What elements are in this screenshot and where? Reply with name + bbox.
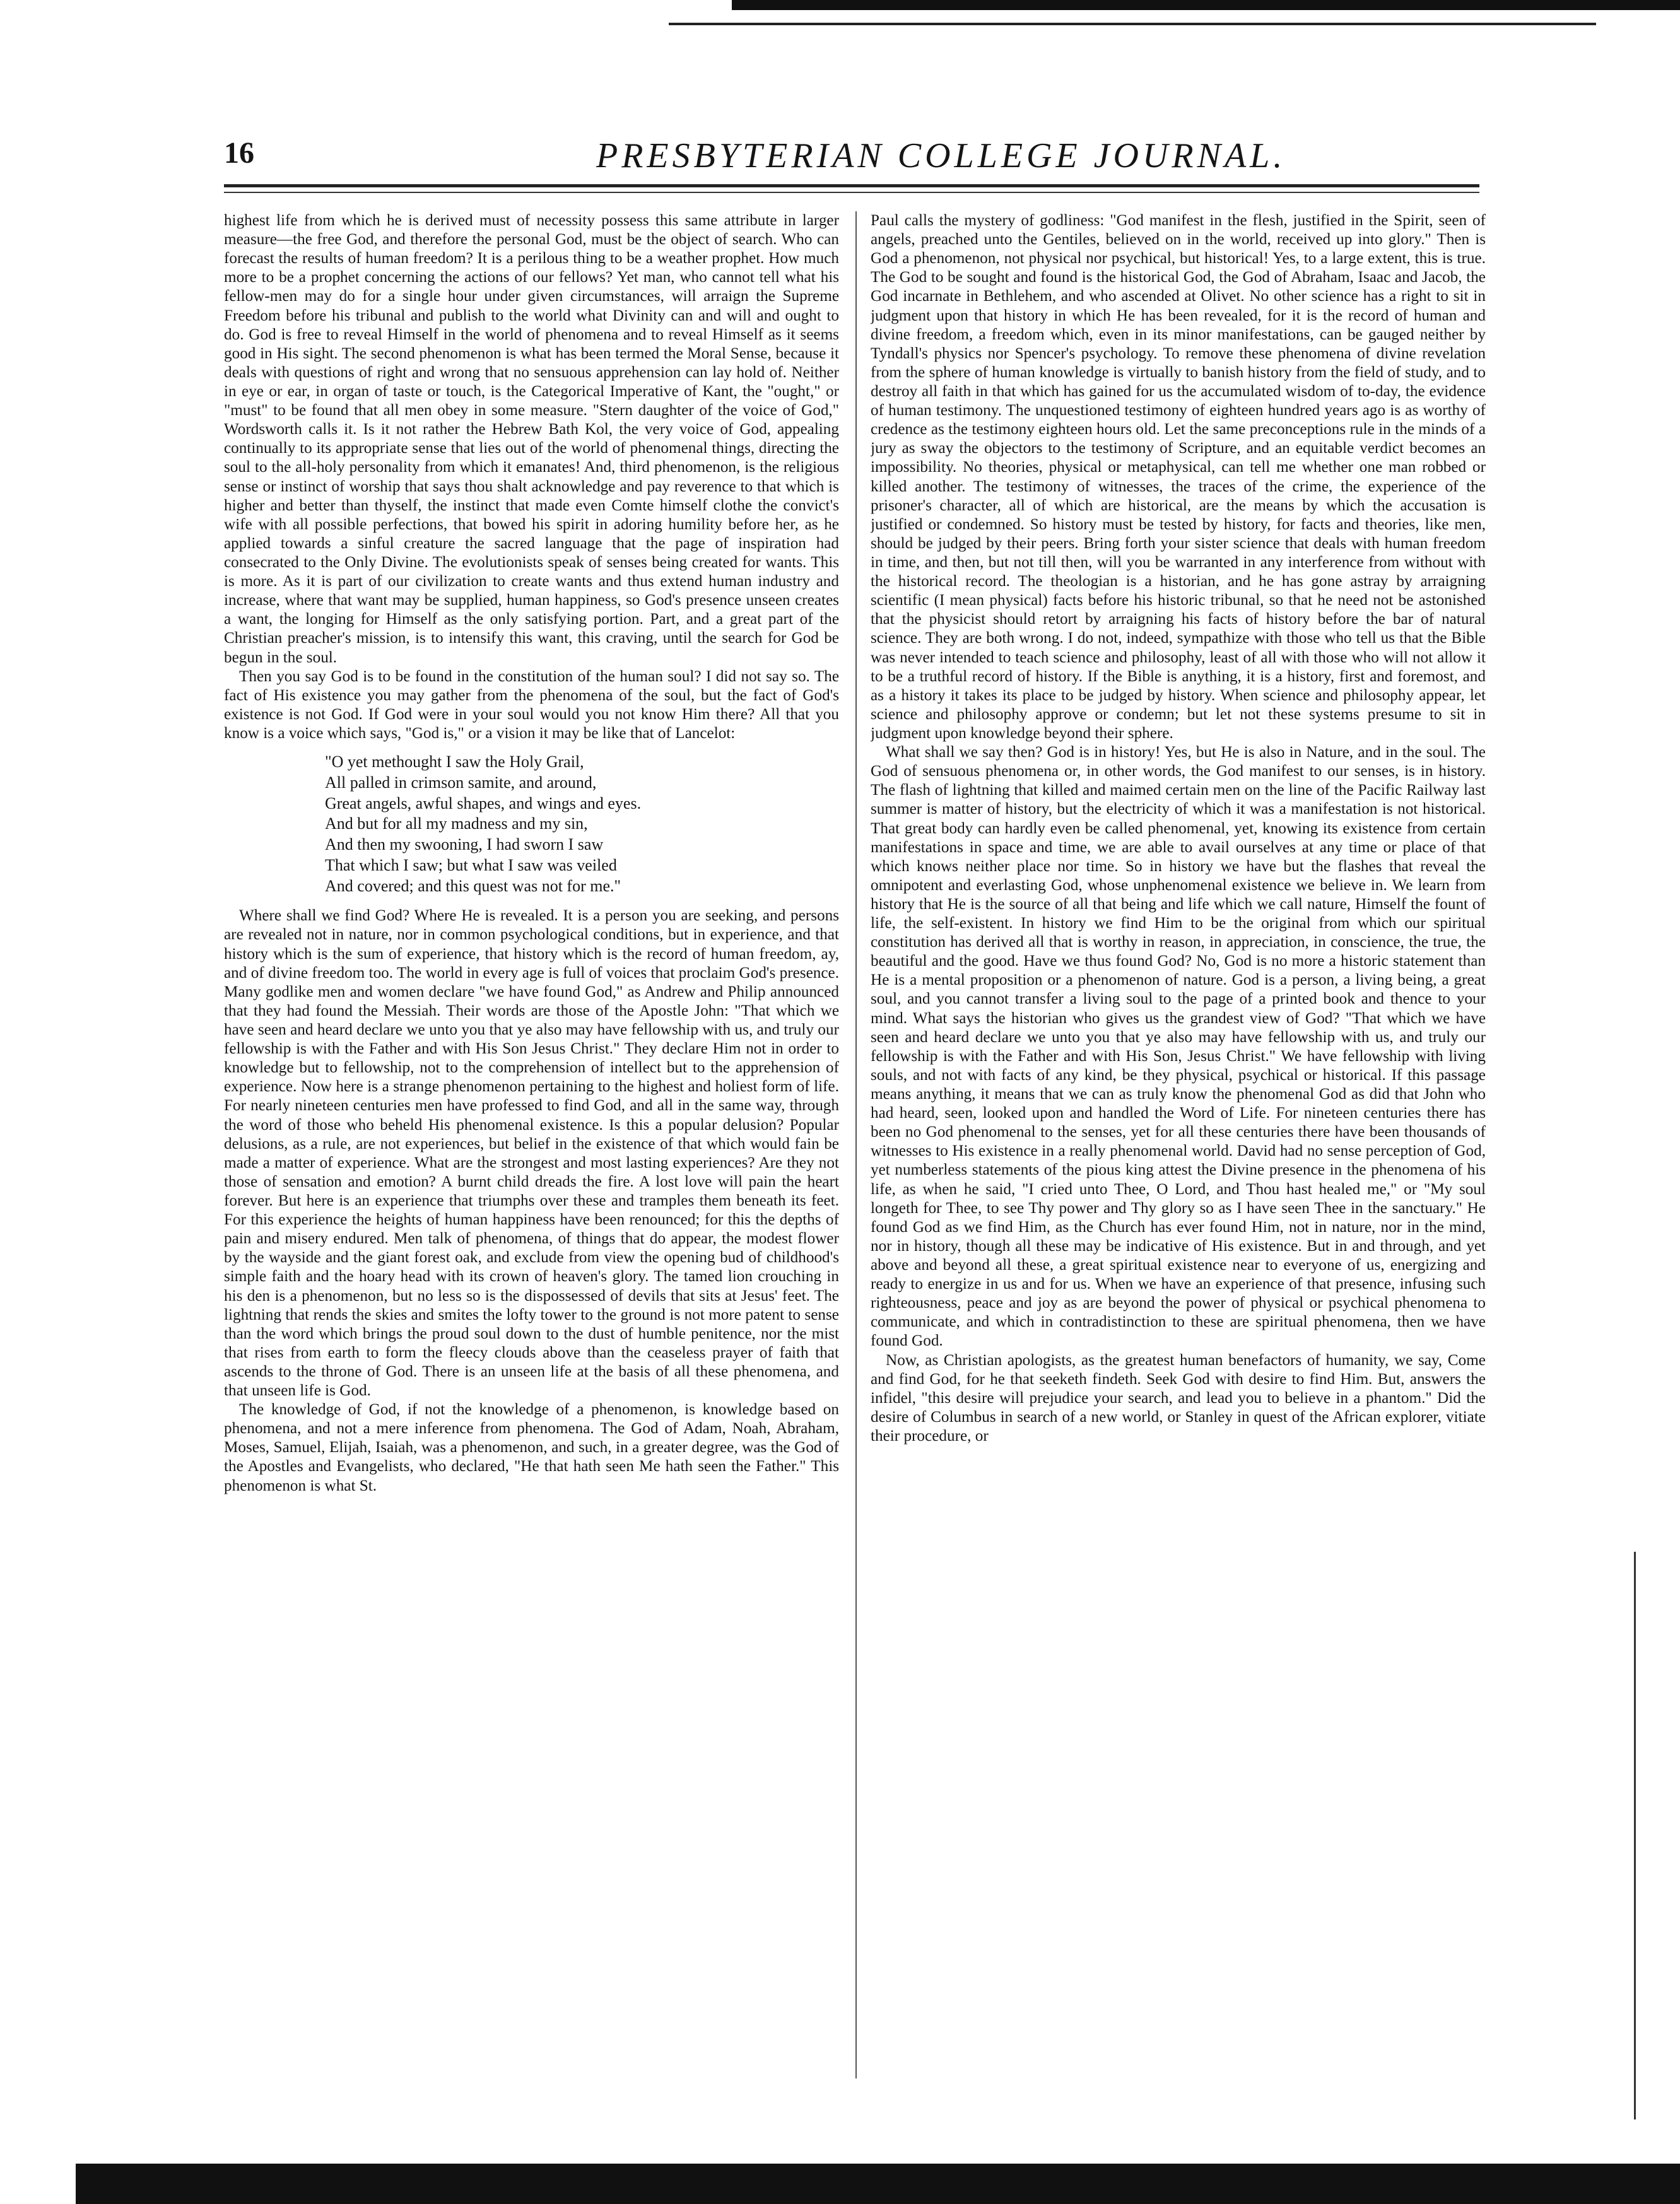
page-header xyxy=(224,136,1479,180)
column-divider xyxy=(855,211,857,2078)
poem-line: And then my swooning, I had sworn I saw xyxy=(325,835,604,854)
left-paragraph-1: highest life from which he is derived must of necessity possess this same attribute in larger measure—the free God, and therefore the personal God, must be the object of search. Who can forecast the results of human freedom? It is a perilous thing to be a weather prophet. How much more to be a prophet concerning the actions of our fellows? Yet man, who cannot tell what his fellow-men may do for a single hour under given circumstances, will arraign the Supreme Freedom before his tribunal and publish to the world what Divinity can and will and ought to do. God is free to reveal Himself in the world of phenomena and to reveal Himself as it seems good in His sight. The second phenomenon is what has been termed the Moral Sense, because it deals with questions of right and wrong that no sensuous apprehension can lay hold of. Neither in eye or ear, in organ of taste or touch, is the Categorical Imperative of Kant, the "ought," or "must" to be found that all men obey in some measure. "Stern daughter of the voice of God," Wordsworth calls it. Is it not rather the Hebrew Bath Kol, the very voice of God, appealing continually to its appropriate sense that lies out of the world of phenomenal things, directing the soul to the all-holy personality from which it emanates! And, third phenomenon, is the religious sense or instinct of worship that says thou shalt acknowledge and pay reverence to that which is higher and better than thyself, the instinct that made even Comte himself clothe the convict's wife with all possible perfections, that bowed his spirit in adoring humility before her, as he applied towards a sinful creature the sacred language that the page of inspiration had consecrated to the Only Divine. The evolutionists speak of senses being created for wants. This is more. As it is part of our civilization to create wants and thus extend human industry and increase, where that want may be supplied, human happiness, so God's presence unseen creates a want, the longing for Himself as the only satisfying portion. Part, and a great part of the Christian preacher's mission, is to intensify this want, this craving, until the search for God be begun in the soul. xyxy=(224,212,839,666)
left-paragraph-4: The knowledge of God, if not the knowledge of a phenomenon, is knowledge based on phenomena, and not a mere inference from phenomena. The God of Adam, Noah, Abraham, Moses, Samuel, Elijah, Isaiah, was a phenomenon, and such, in a greater degree, was the God of the Apostles and Evangelists, who declared, "He that hath seen Me hath seen the Father." This phenomenon is what St. xyxy=(224,1401,839,1494)
header-rule-thin xyxy=(224,192,1479,193)
header-rule-thick xyxy=(224,184,1479,187)
left-paragraph-2: Then you say God is to be found in the constitution of the human soul? I did not say so. The fact of His existence you may gather from the phenomena of the soul, but the fact of God's existence is not God. If God were in your soul would you not know Him there? All that you know is a voice which says, "God is," or a vision it may be like that of Lancelot: xyxy=(224,667,839,742)
poem-line: Great angels, awful shapes, and wings and eyes. xyxy=(325,794,642,812)
right-column xyxy=(871,211,1486,2135)
poem-line: All palled in crimson samite, and around, xyxy=(325,773,597,792)
poem-line: That which I saw; but what I saw was veiled xyxy=(325,855,617,874)
right-paragraph-1: Paul calls the mystery of godliness: "God manifest in the flesh, justified in the Spirit, seen of angels, preached unto the Gentiles, believed on in the world, received up into glory." Then is God a phenomenon, not physical nor psychical, but historical! Yes, to a large extent, this is true. The God to be sought and found is the historical God, the God of Abraham, Isaac and Jacob, the God incarnate in Bethlehem, and who ascended at Olivet. No other science has a right to sit in judgment upon that history in which He has been revealed, for it is the record of human and divine freedom, a freedom which, even in its minor manifestations, can be gauged neither by Tyndall's physics nor Spencer's psychology. To remove these phenomena of divine revelation from the sphere of human knowledge is virtually to banish history from the field of study, and to destroy all faith in that which has gained for us the accumulated wisdom of to-day, the evidence of human testimony. The unquestioned testimony of eighteen hundred years ago is as worthy of credence as the testimony eighteen hours old. Let the same preconceptions rule in the minds of a jury as sway the objectors to the testimony of Scripture, and an equitable verdict becomes an impossibility. No theories, physical or metaphysical, can tell me whether one man robbed or killed another. The testimony of witnesses, the traces of the crime, the experience of the prisoner's character, all of which are historical, are the means by which the accusation is justified or condemned. So history must be tested by history, for facts and theories, like men, should be judged by their peers. Bring forth your sister science that deals with human freedom in time, and then, but not till then, will you be warranted in any interference from without with the historical record. The theologian is a historian, and he has gone astray by arraigning scientific (I mean physical) facts before his historic tribunal, so that he need not be astonished that the physicist should retort by arraigning his facts of history before the bar of natural science. They are both wrong. I do not, indeed, sympathize with those who tell us that the Bible was never intended to teach science and philosophy, least of all with those who will not allow it to be a truthful record of history. If the Bible is anything, it is a history, first and foremost, and as a history it takes its place to be judged by history. When science and philosophy appear, let science and philosophy approve or condemn; but let not these systems presume to sit in judgment upon knowledge beyond their sphere. xyxy=(871,212,1486,742)
poem-quote xyxy=(325,752,839,896)
page-number: 16 xyxy=(224,136,254,170)
poem-line: "O yet methought I saw the Holy Grail, xyxy=(325,753,584,771)
running-title: PRESBYTERIAN COLLEGE JOURNAL. xyxy=(596,136,1286,175)
left-paragraph-3: Where shall we find God? Where He is revealed. It is a person you are seeking, and persons are revealed not in nature, nor in common psychological conditions, but in experience, and that history which is the sum of experience, that history which is the record of human freedom, ay, and of divine freedom too. The world in every age is full of voices that proclaim God's presence. Many godlike men and women declare "we have found God," as Andrew and Philip announced that they had found the Messiah. Their words are those of the Apostle John: "That which we have seen and heard declare we unto you that ye also may have fellowship with us, and truly our fellowship is with the Father and with His Son Jesus Christ." They declare Him not in order to knowledge but to fellowship, not to the comprehension of intellect but to the apprehension of experience. Now here is a strange phenomenon pertaining to the highest and holiest form of life. For nearly nineteen centuries men have professed to find God, and all in the same way, through the word of those who beheld His phenomenal existence. Is this a popular delusion? Popular delusions, as a rule, are not experiences, but belief in the existence of that which would fain be made a matter of experience. What are the strongest and most lasting experiences? Are they not those of sensation and emotion? A burnt child dreads the fire. A lost love will pain the heart forever. But here is an experience that triumphs over these and tramples them beneath its feet. For this experience the heights of human happiness have been renounced; for this the depths of pain and misery endured. Men talk of phenomena, of things that do appear, the modest flower by the wayside and the giant forest oak, and exclude from view the opening bud of childhood's simple faith and the hoary head with its crown of heaven's glory. The tamed lion crouching in his den is a phenomenon, but no less so is the dispossessed of devils that sits at Jesus' feet. The lightning that rends the skies and smites the lofty tower to the ground is not more patent to sense than the word which brings the proud soul down to the dust of humble penitence, nor the mist that rises from earth to form the fleecy clouds above than the ceaseless prayer of faith that ascends to the throne of God. There is an unseen life at the basis of all these phenomena, and that unseen life is God. xyxy=(224,907,839,1400)
right-paragraph-2: What shall we say then? God is in history! Yes, but He is also in Nature, and in the soul. The God of sensuous phenomena or, in other words, the God manifest to our senses, is in history. The flash of lightning that killed and maimed certain men on the line of the Pacific Railway last summer is matter of history, but the electricity of which it was a manifestation is not historical. That great body can hardly even be called phenomenal, yet, knowing its existence from certain manifestations in space and time, we are able to avail ourselves at any time or place of that which knows neither place nor time. So in history we have but the flashes that reveal the omnipotent and everlasting God, whose unphenomenal existence we believe in. We learn from history that He is the source of all that being and life which we call nature, Himself the fount of life, the self-existent. In history we find Him to be the original from which our spiritual constitution has derived all that is worthy in reason, in appreciation, in conscience, the true, the beautiful and the good. Have we thus found God? No, God is no more a historic statement than He is a mental proposition or a phenomenon of nature. God is a person, a living being, a great soul, and you cannot transfer a living soul to the page of a printed book and thence to your mind. What says the historian who gives us the grandest view of God? "That which we have seen and heard declare we unto you that ye also may have fellowship with us, and truly our fellowship is with the Father and with His Son, Jesus Christ." We have fellowship with living souls, and not with facts of any kind, be they physical, psychical or historical. If this passage means anything, it means that we can as truly know the phenomenal God as did that John who had heard, seen, looked upon and handled the Word of Life. For nineteen centuries there has been no God phenomenal to the senses, yet for all these centuries there have been thousands of witnesses to His existence in a really phenomenal world. David had no sense perception of God, yet numberless statements of the pious king attest the Divine presence in the phenomena of his life, as when he said, "I cried unto Thee, O Lord, and Thou hast healed me," or "My soul longeth for Thee, to see Thy power and Thy glory so as I have seen Thee in the sanctuary." He found God as we find Him, as the Church has ever found Him, not in nature, nor in the mind, nor in history, though all these may be indicative of His existence. But in and through, and yet above and beyond all these, a great spiritual existence near to everyone of us, energizing and ready to energize in us and for us. When we have an experience of that presence, infusing such righteousness, peace and joy as are beyond the power of physical or psychical phenomena to communicate, and which in contradistinction to these are spiritual phenomena, then we have found God. xyxy=(871,744,1486,1350)
poem-line: And but for all my madness and my sin, xyxy=(325,814,588,833)
scan-border-bottom xyxy=(76,2164,1680,2204)
scan-border-top xyxy=(732,0,1680,10)
scan-edge-right xyxy=(1634,1552,1641,2119)
right-paragraph-3: Now, as Christian apologists, as the greatest human benefactors of humanity, we say, Come and find God, for he that seeketh findeth. Seek God with desire to find Him. But, answers the infidel, "this desire will prejudice your search, and lead you to believe in a phantom." Did the desire of Columbus in search of a new world, or Stanley in quest of the African explorer, vitiate their procedure, or xyxy=(871,1351,1486,1445)
scan-border-top-thin xyxy=(669,23,1596,25)
left-column xyxy=(224,211,839,2135)
poem-line: And covered; and this quest was not for me." xyxy=(325,876,621,895)
